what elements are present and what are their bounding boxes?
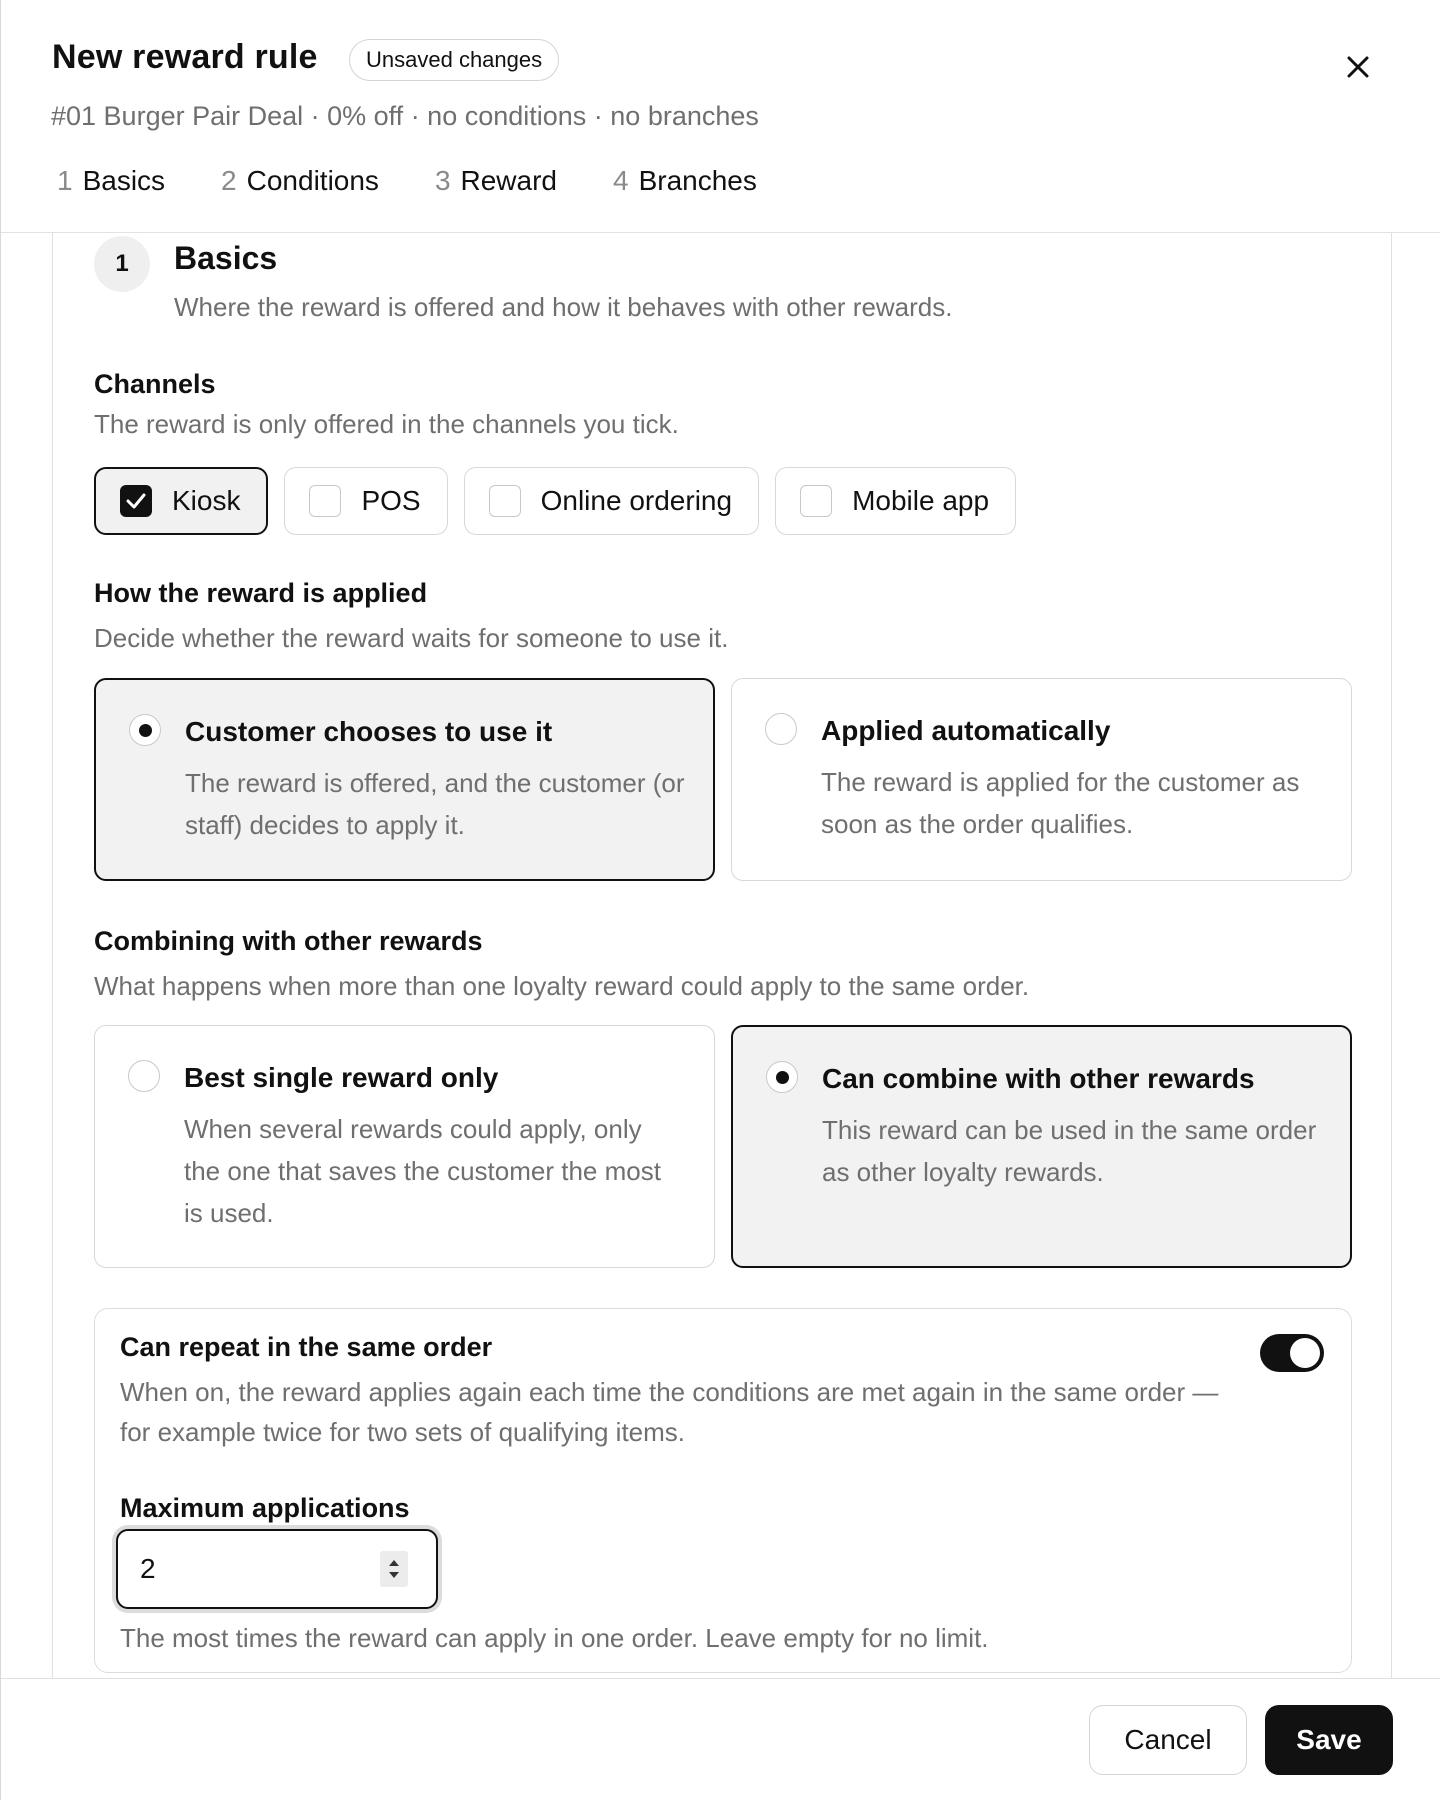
rule-summary: #01 Burger Pair Deal · 0% off · no conditions · no branches xyxy=(51,101,759,131)
unsaved-changes-badge: Unsaved changes xyxy=(349,39,559,81)
option-customer-chooses[interactable] xyxy=(94,678,715,881)
combining-label: Combining with other rewards xyxy=(94,926,483,956)
tab-number: 3 xyxy=(434,165,451,196)
channel-label: Mobile app xyxy=(852,485,990,516)
max-applications-input[interactable] xyxy=(140,1545,360,1593)
radio-icon xyxy=(128,1060,160,1092)
max-applications-help: The most times the reward can apply in one order. Leave empty for no limit. xyxy=(120,1623,989,1653)
save-button[interactable]: Save xyxy=(1265,1705,1393,1775)
max-applications-field[interactable] xyxy=(116,1529,438,1609)
channel-online-ordering-checkbox[interactable] xyxy=(464,467,759,535)
dialog-header xyxy=(1,0,1440,233)
repeat-title: Can repeat in the same order xyxy=(120,1332,493,1362)
channel-mobile-app-checkbox[interactable] xyxy=(775,467,1016,535)
tab-reward[interactable] xyxy=(435,165,557,197)
option-description: The reward is offered, and the customer (or staff) decides to apply it. xyxy=(185,768,685,840)
close-button[interactable] xyxy=(1341,50,1375,84)
cancel-button[interactable]: Cancel xyxy=(1089,1705,1247,1775)
tab-conditions[interactable] xyxy=(221,165,379,197)
tab-basics[interactable] xyxy=(57,165,165,197)
option-title: Customer chooses to use it xyxy=(185,716,553,747)
step-number: 1 xyxy=(94,236,150,292)
radio-icon xyxy=(765,713,797,745)
stepper-arrows-icon xyxy=(380,1551,408,1587)
channels-help: The reward is only offered in the channels you tick. xyxy=(94,409,679,439)
combining-help: What happens when more than one loyalty reward could apply to the same order. xyxy=(94,971,1030,1001)
channel-label: Online ordering xyxy=(540,485,733,516)
tab-number: 1 xyxy=(57,165,73,196)
applied-label: How the reward is applied xyxy=(94,578,428,608)
close-icon xyxy=(1341,50,1375,84)
section-description: Where the reward is offered and how it behaves with other rewards. xyxy=(174,292,953,322)
channel-options xyxy=(94,467,1016,535)
dialog-body[interactable] xyxy=(1,233,1440,1678)
checkbox-icon xyxy=(800,485,832,517)
option-can-combine[interactable] xyxy=(731,1025,1352,1268)
channel-kiosk-checkbox[interactable] xyxy=(94,467,268,535)
applied-help: Decide whether the reward waits for someone to use it. xyxy=(94,623,729,653)
channels-label: Channels xyxy=(94,369,216,399)
repeat-description: When on, the reward applies again each time the conditions are met again in the same order — for example twice for two sets of qualifying items. xyxy=(120,1377,1219,1447)
channel-pos-checkbox[interactable] xyxy=(284,467,447,535)
radio-selected-icon xyxy=(129,714,161,746)
tab-number: 2 xyxy=(221,165,237,196)
option-description: The reward is applied for the customer as soon as the order qualifies. xyxy=(821,767,1300,839)
repeat-panel xyxy=(94,1308,1352,1673)
tab-label: Branches xyxy=(638,165,757,196)
option-title: Best single reward only xyxy=(184,1062,499,1093)
number-stepper[interactable] xyxy=(380,1551,408,1587)
option-title: Applied automatically xyxy=(821,715,1111,746)
option-best-single-reward[interactable] xyxy=(94,1025,715,1268)
tab-label: Conditions xyxy=(246,165,379,196)
checkbox-checked-icon xyxy=(120,485,152,517)
tab-number: 4 xyxy=(613,165,629,196)
max-applications-label: Maximum applications xyxy=(120,1493,410,1523)
checkbox-icon xyxy=(489,485,521,517)
checkbox-icon xyxy=(309,485,341,517)
tab-branches[interactable] xyxy=(613,165,757,197)
dialog-footer xyxy=(1,1678,1440,1800)
tab-label: Basics xyxy=(82,165,166,196)
section-title: Basics xyxy=(174,240,278,276)
channel-label: POS xyxy=(361,485,421,516)
option-description: This reward can be used in the same order as other loyalty rewards. xyxy=(822,1115,1317,1187)
basics-section xyxy=(52,233,1392,1678)
step-tabs xyxy=(57,165,813,197)
option-title: Can combine with other rewards xyxy=(822,1063,1255,1094)
tab-label: Reward xyxy=(460,165,557,196)
radio-selected-icon xyxy=(766,1061,798,1093)
option-applied-automatically[interactable] xyxy=(731,678,1352,881)
dialog-title: New reward rule xyxy=(52,38,318,76)
channel-label: Kiosk xyxy=(172,485,241,516)
option-description: When several rewards could apply, only the one that saves the customer the most is used. xyxy=(184,1114,661,1228)
repeat-toggle[interactable] xyxy=(1260,1334,1324,1372)
